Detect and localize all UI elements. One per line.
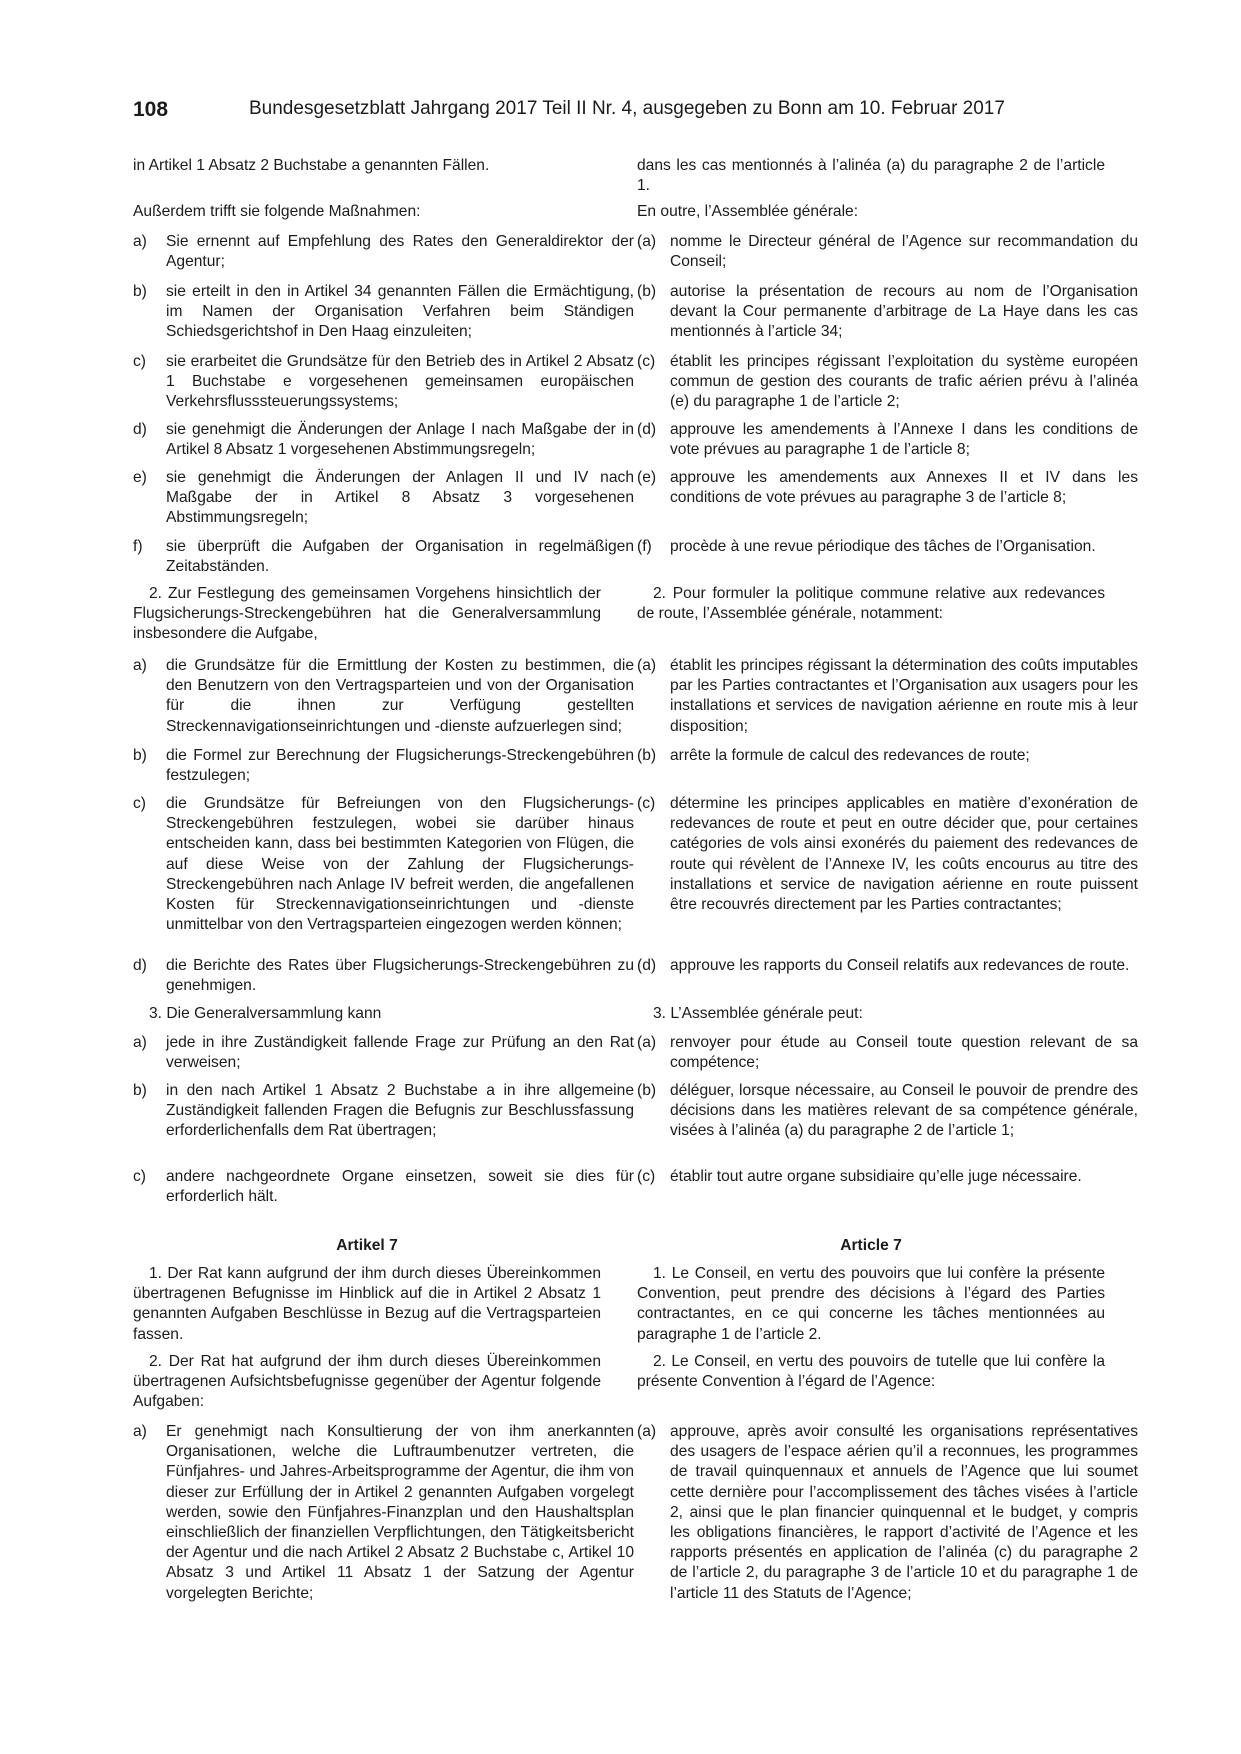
item-text: in den nach Artikel 1 Absatz 2 Buchstabe a in ihre allgemeine Zuständigkeit fallenden Fragen die Befugnis zur Beschlussfassung erforderlichenfalls dem Rat übertragen; bbox=[166, 1082, 634, 1140]
item-text: approuve les amendements à l’Annexe I dans les conditions de vote prévues au paragraphe 1 de l’article 8; bbox=[670, 421, 1138, 459]
item-label: (d) bbox=[637, 421, 657, 438]
item-text: nomme le Directeur général de l’Agence sur recommandation du Conseil; bbox=[670, 233, 1138, 271]
de-list-item bbox=[133, 282, 634, 343]
fr-paragraph: 2. Pour formuler la politique commune relative aux redevances de route, l’Assemblée générale, notamment: bbox=[637, 585, 1105, 623]
item-label: f) bbox=[133, 538, 143, 555]
fr-paragraph: En outre, l’Assemblée générale: bbox=[637, 203, 859, 220]
de-list-item bbox=[133, 352, 634, 413]
fr-list-item bbox=[637, 420, 1138, 460]
item-text: autorise la présentation de recours au nom de l’Organisation devant la Cour permanente d’arbitrage de La Haye dans les cas mentionnés à l’article 34; bbox=[670, 283, 1138, 341]
item-text: déléguer, lorsque nécessaire, au Conseil le pouvoir de prendre des décisions dans les matières relevant de sa compétence générale, visées à l’alinéa (a) du paragraphe 2 de l’article 1; bbox=[670, 1082, 1138, 1140]
fr-list-item bbox=[637, 956, 1138, 976]
item-label: (c) bbox=[637, 1168, 656, 1185]
fr-paragraph: 2. Le Conseil, en vertu des pouvoirs de tutelle que lui confère la présente Convention à l’égard de l’Agence: bbox=[637, 1353, 1105, 1391]
fr-list-item bbox=[637, 656, 1138, 737]
de-list-item bbox=[133, 468, 634, 529]
fr-list-item bbox=[637, 1167, 1138, 1187]
fr-list-item bbox=[637, 282, 1138, 343]
item-label: c) bbox=[133, 795, 146, 812]
item-label: e) bbox=[133, 469, 147, 486]
article-heading: Article 7 bbox=[840, 1237, 902, 1254]
fr-list-item bbox=[637, 1033, 1138, 1073]
item-label: (e) bbox=[637, 469, 657, 486]
de-list-item bbox=[133, 420, 634, 460]
item-text: die Grundsätze für Befreiungen von den Flugsicherungs-Streckengebühren festzulegen, wobei sie darüber hinaus entscheiden kann, dass bei bestimmten Kategorien von Flügen, die auf diese Weise von der Zahlung der Flugsicherungs-Streckengebühren nach Anlage IV befreit werden, die angefallenen Kosten für Streckennavigationseinrichtungen und -dienste unmittelbar von den Vertragsparteien eingezogen werden können; bbox=[166, 795, 634, 934]
running-title: Bundesgesetzblatt Jahrgang 2017 Teil II Nr. 4, ausgegeben zu Bonn am 10. Februar 2017 bbox=[249, 98, 1005, 119]
item-label: c) bbox=[133, 353, 146, 370]
fr-paragraph: dans les cas mentionnés à l’alinéa (a) du paragraphe 2 de l’article 1. bbox=[637, 157, 1105, 195]
item-text: andere nachgeordnete Organe einsetzen, soweit sie dies für erforderlich hält. bbox=[166, 1168, 634, 1206]
item-label: (a) bbox=[637, 1034, 657, 1051]
fr-list-item bbox=[637, 352, 1138, 413]
item-text: établit les principes régissant l’exploitation du système européen commun de gestion des courants de trafic aérien prévu à l’alinéa (e) du paragraphe 1 de l’article 2; bbox=[670, 353, 1138, 411]
fr-list-item bbox=[637, 232, 1138, 272]
de-list-item bbox=[133, 794, 634, 935]
item-text: arrête la formule de calcul des redevances de route; bbox=[670, 747, 1030, 764]
item-label: a) bbox=[133, 657, 147, 674]
item-text: Sie ernennt auf Empfehlung des Rates den Generaldirektor der Agentur; bbox=[166, 233, 634, 271]
item-label: b) bbox=[133, 1082, 147, 1099]
fr-list-item bbox=[637, 537, 1138, 557]
item-text: établir tout autre organe subsidiaire qu’elle juge nécessaire. bbox=[670, 1168, 1082, 1185]
fr-paragraph: 3. L’Assemblée générale peut: bbox=[653, 1005, 863, 1022]
item-text: renvoyer pour étude au Conseil toute question relevant de sa compétence; bbox=[670, 1034, 1138, 1072]
item-text: sie erteilt in den in Artikel 34 genannten Fällen die Ermächtigung, im Namen der Organisation Verfahren beim Ständigen Schiedsgerichtshof in Den Haag einzuleiten; bbox=[166, 283, 634, 341]
item-label: (d) bbox=[637, 957, 657, 974]
item-text: sie genehmigt die Änderungen der Anlagen II und IV nach Maßgabe der in Artikel 8 Absatz 3 vorgesehenen Abstimmungsregeln; bbox=[166, 469, 634, 527]
fr-list-item bbox=[637, 1081, 1138, 1142]
de-paragraph: in Artikel 1 Absatz 2 Buchstabe a genannten Fällen. bbox=[133, 157, 490, 174]
item-text: sie genehmigt die Änderungen der Anlage I nach Maßgabe der in Artikel 8 Absatz 1 vorgesehenen Abstimmungsregeln; bbox=[166, 421, 634, 459]
item-label: a) bbox=[133, 1034, 147, 1051]
item-text: établit les principes régissant la détermination des coûts imputables par les Parties contractantes et l’Organisation aux usagers pour les installations et services de navigation aérienne en route mis à leur disposition; bbox=[670, 657, 1138, 735]
de-paragraph: 1. Der Rat kann aufgrund der ihm durch dieses Übereinkommen übertragenen Befugnisse im Hinblick auf die in Artikel 2 Absatz 1 genannten Aufgaben Beschlüsse in Bezug auf die Vertragsparteien fassen. bbox=[133, 1265, 601, 1343]
item-label: (c) bbox=[637, 353, 656, 370]
item-label: (a) bbox=[637, 233, 657, 250]
item-text: approuve les amendements aux Annexes II et IV dans les conditions de vote prévues au paragraphe 3 de l’article 8; bbox=[670, 469, 1138, 507]
item-label: (b) bbox=[637, 283, 657, 300]
item-label: (b) bbox=[637, 747, 657, 764]
de-list-item bbox=[133, 1033, 634, 1073]
item-text: die Berichte des Rates über Flugsicherungs-Streckengebühren zu genehmigen. bbox=[166, 957, 634, 995]
item-label: (a) bbox=[637, 1423, 657, 1440]
item-text: approuve, après avoir consulté les organisations représentatives des usagers de l’espace aérien qu’il a reconnues, les programmes de travail quinquennaux et annuels de l’Agence que lui soumet cette dernière pour l’accomplissement des tâches visées à l’article 2, ainsi que le plan financier quinquennal et le budget, y compris les obligations financières, le rapport d’activité de l’Agence et les rapports présentés en application de l’alinéa (c) du paragraphe 2 de l’article 2, du paragraphe 3 de l’article 10 et du paragraphe 1 de l’article 11 des Statuts de l’Agence; bbox=[670, 1423, 1138, 1602]
item-label: b) bbox=[133, 283, 147, 300]
item-text: jede in ihre Zuständigkeit fallende Frage zur Prüfung an den Rat verweisen; bbox=[166, 1034, 634, 1072]
item-text: sie überprüft die Aufgaben der Organisation in regelmäßigen Zeitabständen. bbox=[166, 538, 634, 576]
item-text: die Formel zur Berechnung der Flugsicherungs-Streckengebühren festzulegen; bbox=[166, 747, 634, 785]
de-list-item bbox=[133, 1081, 634, 1142]
item-label: d) bbox=[133, 957, 147, 974]
item-text: sie erarbeitet die Grundsätze für den Betrieb des in Artikel 2 Absatz 1 Buchstabe e vorgesehenen gemeinsamen europäischen Verkehrsflusssteuerungssystems; bbox=[166, 353, 634, 411]
de-list-item bbox=[133, 746, 634, 786]
page-number: 108 bbox=[133, 98, 169, 121]
de-list-item bbox=[133, 537, 634, 577]
item-label: (c) bbox=[637, 795, 656, 812]
de-paragraph: 2. Der Rat hat aufgrund der ihm durch dieses Übereinkommen übertragenen Aufsichtsbefugnisse gegenüber der Agentur folgende Aufgaben: bbox=[133, 1353, 601, 1411]
de-paragraph: Außerdem trifft sie folgende Maßnahmen: bbox=[133, 203, 421, 220]
article-heading: Artikel 7 bbox=[336, 1237, 398, 1254]
item-label: d) bbox=[133, 421, 147, 438]
fr-list-item bbox=[637, 794, 1138, 915]
item-label: (a) bbox=[637, 657, 657, 674]
item-text: détermine les principes applicables en matière d’exonération de redevances de route et peut en outre décider que, pour certaines catégories de vols ainsi exonérés du paiement des redevances de route qui révèlent de l’Annexe IV, les coûts encourus au titre des installations et service de navigation aérienne en route puissent être recouvrés directement par les Parties contractantes; bbox=[670, 795, 1138, 914]
item-text: die Grundsätze für die Ermittlung der Kosten zu bestimmen, die den Benutzern von den Vertragsparteien und von der Organisation für die ihnen zur Verfügung gestellten Streckennavigationseinrichtungen und -dienste aufzuerlegen sind; bbox=[166, 657, 634, 735]
item-label: b) bbox=[133, 747, 147, 764]
de-list-item bbox=[133, 956, 634, 996]
page-header bbox=[133, 98, 1113, 128]
fr-paragraph: 1. Le Conseil, en vertu des pouvoirs que lui confère la présente Convention, peut prendre des décisions à l’égard des Parties contractantes, en ce qui concerne les tâches mentionnées au paragraphe 1 de l’article 2. bbox=[637, 1265, 1105, 1343]
fr-list-item bbox=[637, 746, 1138, 766]
item-label: a) bbox=[133, 1423, 147, 1440]
de-list-item bbox=[133, 1422, 634, 1604]
de-list-item bbox=[133, 656, 634, 737]
de-paragraph: 3. Die Generalversammlung kann bbox=[149, 1005, 382, 1022]
item-label: c) bbox=[133, 1168, 146, 1185]
de-list-item bbox=[133, 232, 634, 272]
de-list-item bbox=[133, 1167, 634, 1207]
de-paragraph: 2. Zur Festlegung des gemeinsamen Vorgehens hinsichtlich der Flugsicherungs-Streckengebühren hat die Generalversammlung insbesondere die Aufgabe, bbox=[133, 585, 601, 643]
item-text: approuve les rapports du Conseil relatifs aux redevances de route. bbox=[670, 957, 1130, 974]
item-text: procède à une revue périodique des tâches de l’Organisation. bbox=[670, 538, 1096, 555]
item-label: a) bbox=[133, 233, 147, 250]
item-label: (f) bbox=[637, 538, 652, 555]
fr-list-item bbox=[637, 1422, 1138, 1604]
item-text: Er genehmigt nach Konsultierung der von ihm anerkannten Organisationen, welche die Luftraumbenutzer vertreten, die Fünfjahres- und Jahres-Arbeitsprogramme der Agentur, die ihm von dieser zur Erfüllung der in Artikel 2 genannten Aufgaben vorgelegt werden, sowie den Fünfjahres-Finanzplan und den Haushaltsplan einschließlich der finanziellen Verpflichtungen, den Tätigkeitsbericht der Agentur und die nach Artikel 2 Absatz 2 Buchstabe c, Artikel 10 Absatz 3 und Artikel 11 Absatz 1 der Satzung der Agentur vorgelegten Berichte; bbox=[166, 1423, 634, 1602]
item-label: (b) bbox=[637, 1082, 657, 1099]
fr-list-item bbox=[637, 468, 1138, 508]
